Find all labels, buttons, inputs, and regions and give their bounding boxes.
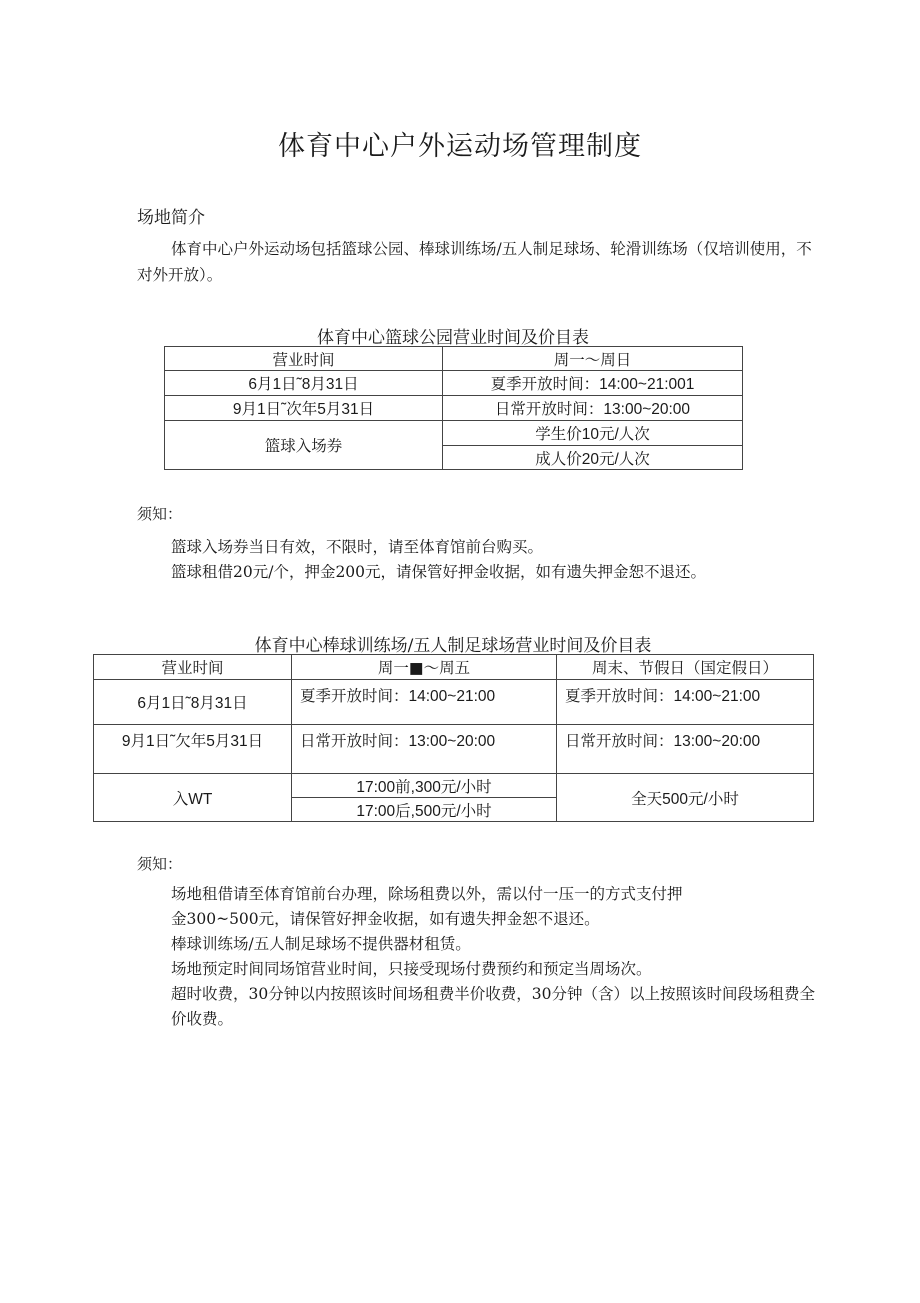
table-row xyxy=(165,347,743,371)
table-header-cell: 周末、节假日（国定假日） xyxy=(557,655,814,680)
table-row xyxy=(165,421,743,446)
entry-label-cell: 入WT xyxy=(94,774,292,822)
table-header-cell: 周一■～周五 xyxy=(292,655,557,680)
notes1-item: 篮球租借20元/个，押金200元，请保管好押金收据，如有遗失押金恕不退还。 xyxy=(171,563,707,581)
table-cell: 9月1日˜次年5月31日 xyxy=(165,396,443,421)
table-cell: 日常开放时间：13:00~20:00 xyxy=(443,396,743,421)
student-price-cell: 学生价10元/人次 xyxy=(443,421,743,446)
notes1-item: 篮球入场券当日有效，不限时，请至体育馆前台购买。 xyxy=(171,538,544,556)
notes2-item: 场地租借请至体育馆前台办理，除场租费以外，需以付一压一的方式支付押 xyxy=(171,885,683,903)
table-cell: 6月1日˜8月31日 xyxy=(165,371,443,396)
weekday-price-cell: 17:00后,500元/小时 xyxy=(292,798,557,822)
table-row xyxy=(94,680,814,725)
ticket-label-cell: 篮球入场券 xyxy=(165,421,443,470)
table-cell: 日常开放时间：13:00~20:00 xyxy=(292,725,557,774)
table-header-cell: 营业时间 xyxy=(94,655,292,680)
table-cell: 夏季开放时间：14:00~21:00 xyxy=(292,680,557,725)
notes2-item: 超时收费，30分钟以内按照该时间场租费半价收费，30分钟（含）以上按照该时间段场租费全价收费。 xyxy=(171,985,815,1028)
table-cell: 日常开放时间：13:00~20:00 xyxy=(557,725,814,774)
table-row xyxy=(94,774,814,798)
table-row xyxy=(94,655,814,680)
adult-price-cell: 成人价20元/人次 xyxy=(443,446,743,470)
baseball-football-price-table xyxy=(93,654,814,822)
notes2-item: 场地预定时间同场馆营业时间，只接受现场付费预约和预定当周场次。 xyxy=(171,960,652,978)
table-cell: 夏季开放时间：14:00~21:001 xyxy=(443,371,743,396)
notes2-label: 须知： xyxy=(137,855,183,873)
page-title: 体育中心户外运动场管理制度 xyxy=(278,131,642,162)
table1-caption: 体育中心篮球公园营业时间及价目表 xyxy=(317,328,589,348)
intro-heading: 场地简介 xyxy=(137,208,205,228)
notes2-item: 棒球训练场/五人制足球场不提供器材租赁。 xyxy=(171,935,471,953)
weekend-price-cell: 全天500元/小时 xyxy=(557,774,814,822)
table-row xyxy=(165,396,743,421)
basketball-price-table xyxy=(164,346,743,470)
table-header-cell: 营业时间 xyxy=(165,347,443,371)
intro-paragraph: 体育中心户外运动场包括篮球公园、棒球训练场/五人制足球场、轮滑训练场（仅培训使用，不对外开放）。 xyxy=(137,240,812,284)
weekday-price-cell: 17:00前,300元/小时 xyxy=(292,774,557,798)
table-row xyxy=(165,371,743,396)
table-header-cell: 周一～周日 xyxy=(443,347,743,371)
table-cell: 6月1日˜8月31日 xyxy=(94,680,292,725)
notes1-label: 须知： xyxy=(137,505,183,523)
table2-caption: 体育中心棒球训练场/五人制足球场营业时间及价目表 xyxy=(254,636,652,656)
table-cell: 9月1日˜欠年5月31日 xyxy=(94,725,292,774)
table-row xyxy=(94,725,814,774)
table-cell: 夏季开放时间：14:00~21:00 xyxy=(557,680,814,725)
notes2-item: 金300~500元，请保管好押金收据，如有遗失押金恕不退还。 xyxy=(171,910,600,928)
